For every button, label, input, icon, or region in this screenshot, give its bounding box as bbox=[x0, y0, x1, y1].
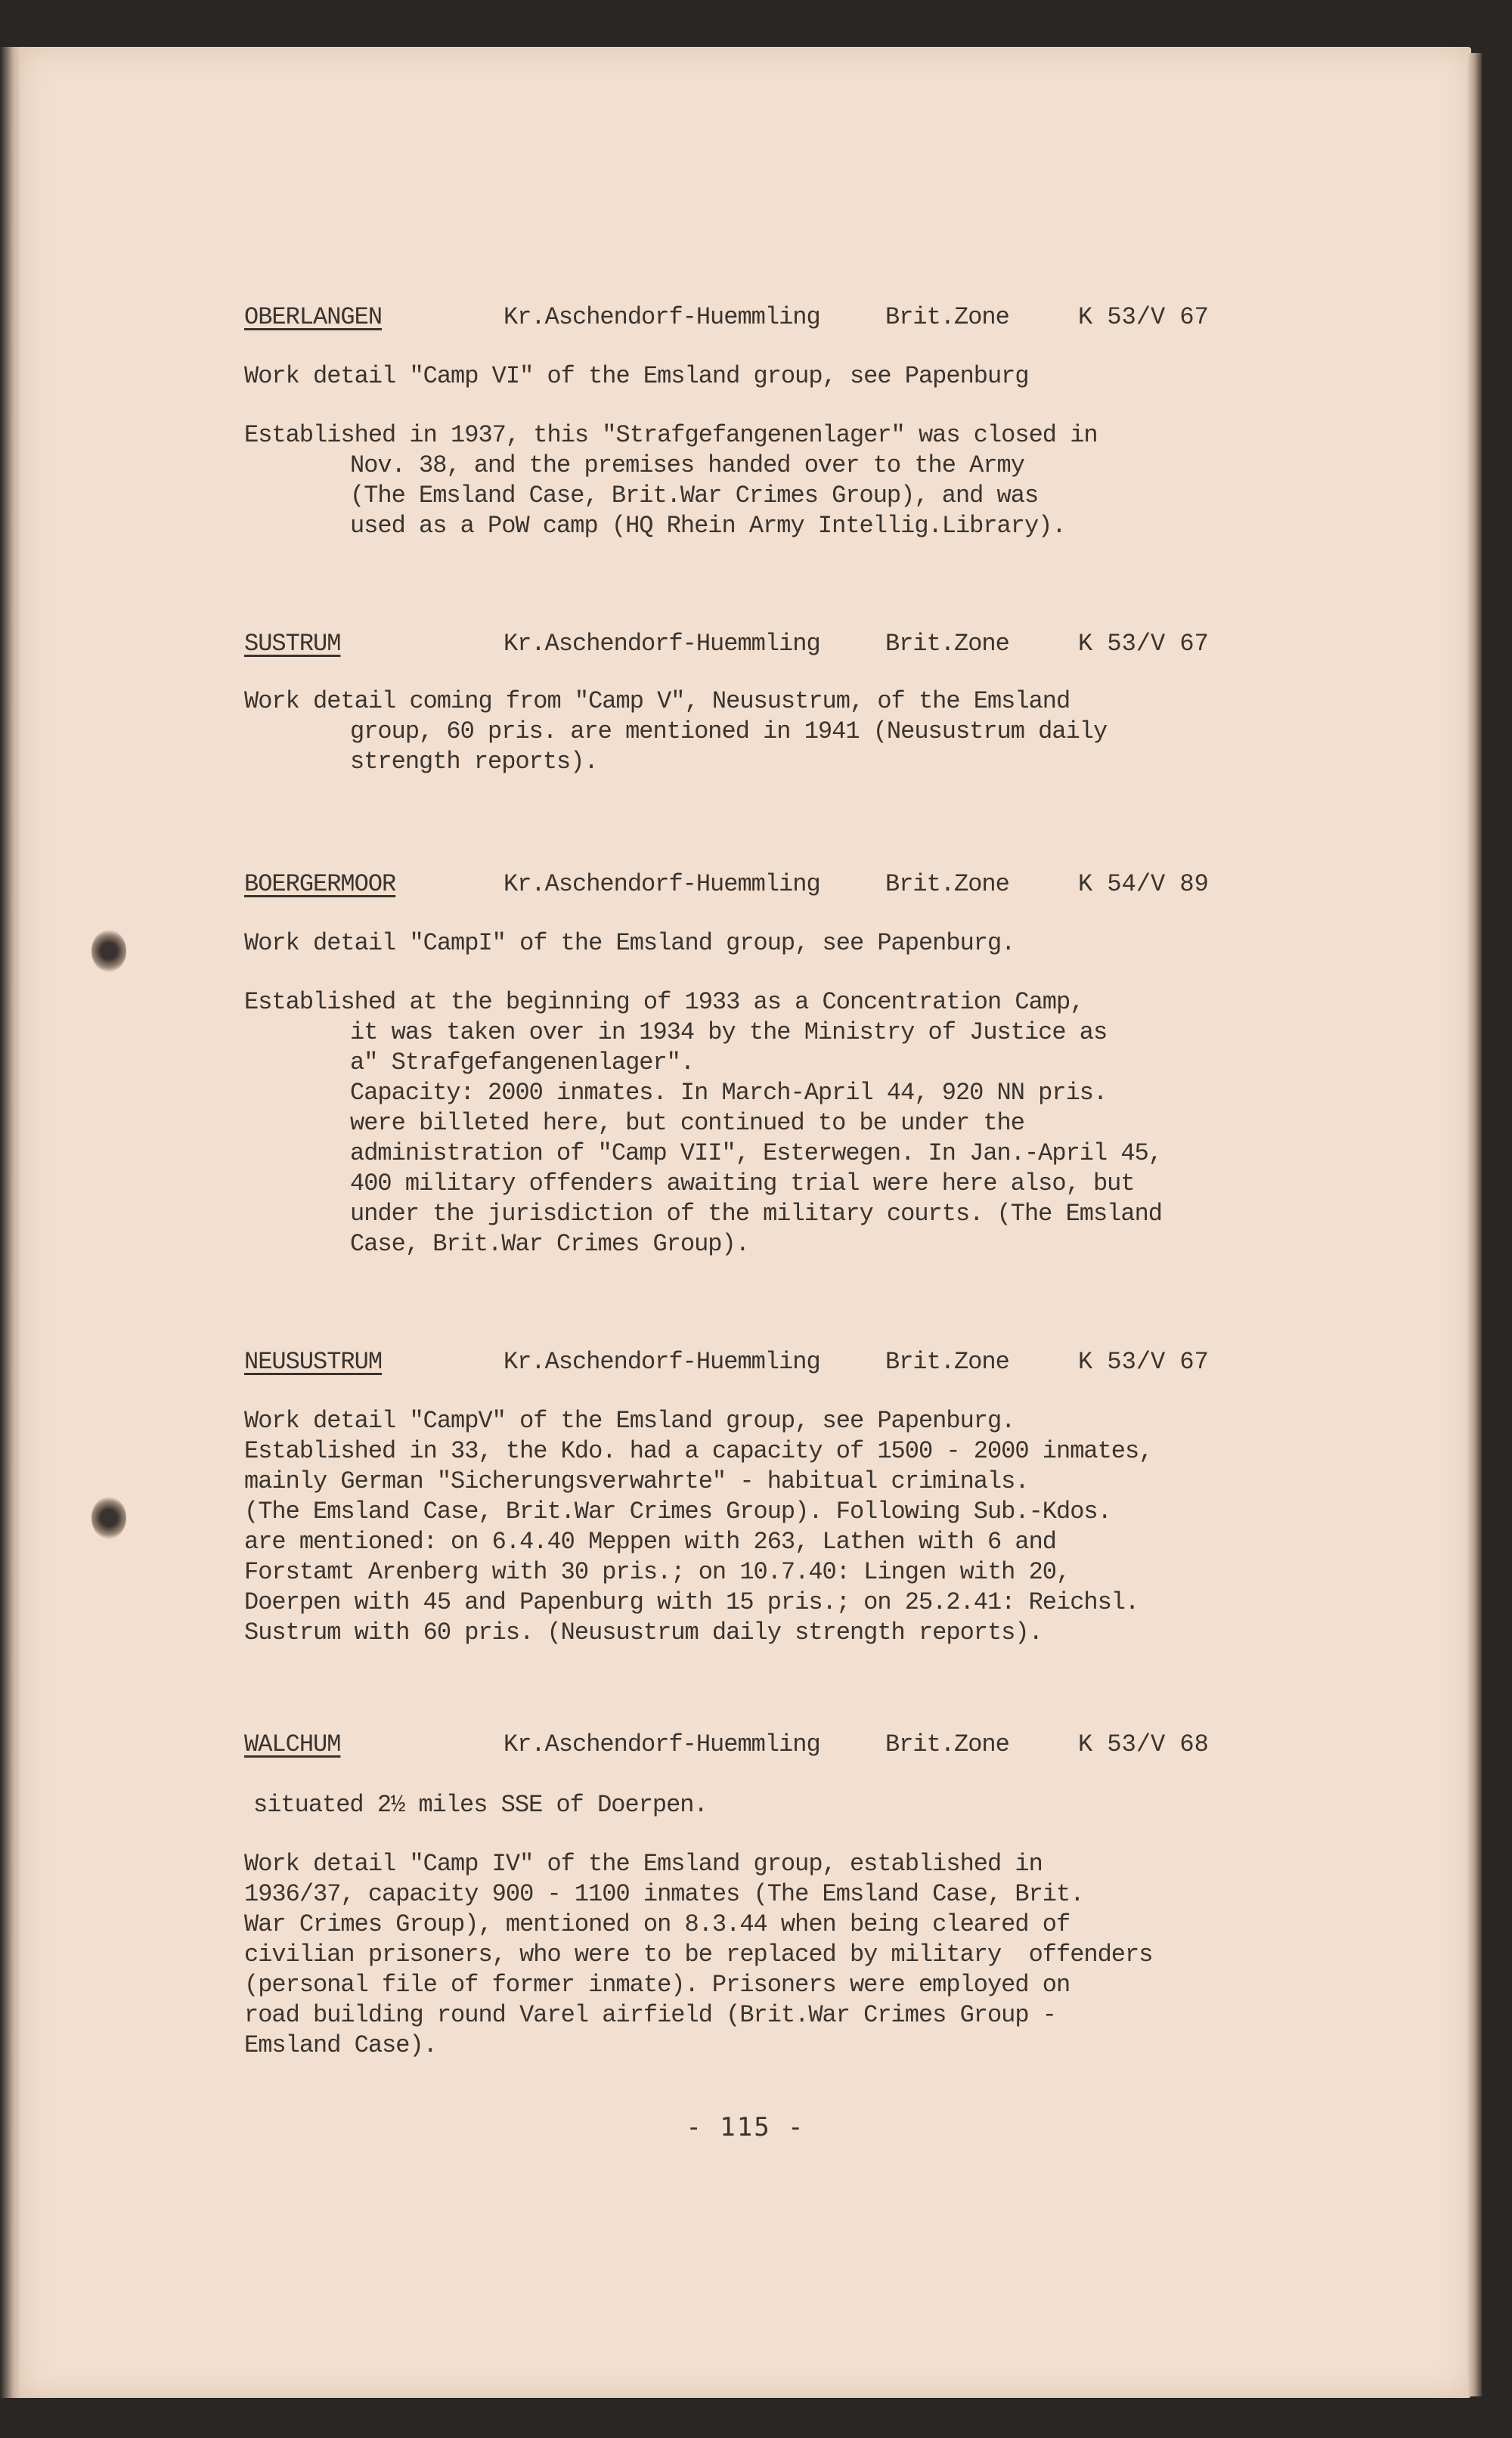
text-line: under the jurisdiction of the military courts. (The Emsland bbox=[350, 1200, 1162, 1228]
text-line: Nov. 38, and the premises handed over to the Army bbox=[350, 451, 1024, 479]
text-line: (personal file of former inmate). Prisoners were employed on bbox=[244, 1971, 1070, 1999]
text-line: situated 2½ miles SSE of Doerpen. bbox=[253, 1791, 708, 1819]
grid-reference: K 53/V 68 bbox=[1078, 1730, 1209, 1758]
text-line: group, 60 pris. are mentioned in 1941 (Neusustrum daily bbox=[350, 717, 1108, 745]
text-line: administration of "Camp VII", Esterwegen. In Jan.-April 45, bbox=[350, 1139, 1162, 1167]
text-line: Capacity: 2000 inmates. In March-April 44, 920 NN pris. bbox=[350, 1079, 1108, 1107]
text-line: Established in 33, the Kdo. had a capacity of 1500 - 2000 inmates, bbox=[244, 1437, 1153, 1465]
place-name: WALCHUM bbox=[244, 1730, 341, 1758]
text-line: Sustrum with 60 pris. (Neusustrum daily strength reports). bbox=[244, 1619, 1043, 1647]
text-line: Established at the beginning of 1933 as a Concentration Camp, bbox=[244, 988, 1084, 1016]
text-line: Forstamt Arenberg with 30 pris.; on 10.7.40: Lingen with 20, bbox=[244, 1558, 1070, 1586]
zone: Brit.Zone bbox=[885, 870, 1009, 898]
text-line: a" Strafgefangenenlager". bbox=[350, 1049, 695, 1076]
text-line: Case, Brit.War Crimes Group). bbox=[350, 1230, 749, 1258]
paragraph bbox=[244, 686, 1256, 777]
grid-reference: K 54/V 89 bbox=[1078, 870, 1209, 898]
entry-sustrum bbox=[228, 629, 1256, 777]
text-line: (The Emsland Case, Brit.War Crimes Group), and was bbox=[350, 482, 1039, 510]
entry-header bbox=[228, 629, 1256, 659]
page-number: - 115 - bbox=[686, 2112, 805, 2142]
text-line: Established in 1937, this "Strafgefangenenlager" was closed in bbox=[244, 421, 1098, 449]
zone: Brit.Zone bbox=[885, 1730, 1009, 1758]
zone: Brit.Zone bbox=[885, 303, 1009, 331]
paragraph bbox=[244, 361, 1256, 392]
place-name: BOERGERMOOR bbox=[244, 870, 396, 898]
paragraph bbox=[244, 987, 1256, 1259]
district: Kr.Aschendorf-Huemmling bbox=[503, 1348, 820, 1376]
place-name: NEUSUSTRUM bbox=[244, 1348, 383, 1376]
entry-header bbox=[228, 869, 1256, 900]
zone: Brit.Zone bbox=[885, 630, 1009, 658]
text-line: (The Emsland Case, Brit.War Crimes Group). Following Sub.-Kdos. bbox=[244, 1498, 1111, 1526]
entry-header bbox=[228, 302, 1256, 333]
entry-header bbox=[228, 1730, 1256, 1760]
grid-reference: K 53/V 67 bbox=[1078, 630, 1209, 658]
text-line: are mentioned: on 6.4.40 Meppen with 263, Lathen with 6 and bbox=[244, 1528, 1056, 1556]
paragraph bbox=[244, 1406, 1256, 1648]
entry-neusustrum bbox=[228, 1347, 1256, 1648]
text-line: 1936/37, capacity 900 - 1100 inmates (The Emsland Case, Brit. bbox=[244, 1880, 1084, 1908]
text-line: Work detail "Camp VI" of the Emsland group, see Papenburg bbox=[244, 362, 1029, 390]
paragraph bbox=[244, 1849, 1256, 2061]
text-line: War Crimes Group), mentioned on 8.3.44 when being cleared of bbox=[244, 1910, 1070, 1938]
entry-boergermoor bbox=[228, 869, 1256, 1259]
district: Kr.Aschendorf-Huemmling bbox=[503, 870, 820, 898]
text-line: Work detail "CampI" of the Emsland group, see Papenburg. bbox=[244, 929, 1015, 957]
place-name: SUSTRUM bbox=[244, 630, 341, 658]
text-line: were billeted here, but continued to be under the bbox=[350, 1109, 1024, 1137]
text-line: 400 military offenders awaiting trial were here also, but bbox=[350, 1169, 1135, 1197]
text-line: Emsland Case). bbox=[244, 2031, 437, 2059]
place-name: OBERLANGEN bbox=[244, 303, 383, 331]
text-line: civilian prisoners, who were to be replaced by military offenders bbox=[244, 1941, 1153, 1969]
zone: Brit.Zone bbox=[885, 1348, 1009, 1376]
page-content bbox=[20, 47, 1471, 2398]
page-edge bbox=[1467, 53, 1482, 2396]
paragraph bbox=[253, 1790, 1256, 1820]
district: Kr.Aschendorf-Huemmling bbox=[503, 1730, 820, 1758]
grid-reference: K 53/V 67 bbox=[1078, 303, 1209, 331]
text-line: Doerpen with 45 and Papenburg with 15 pris.; on 25.2.41: Reichsl. bbox=[244, 1588, 1139, 1616]
entry-walchum bbox=[228, 1730, 1256, 2061]
text-line: it was taken over in 1934 by the Ministry of Justice as bbox=[350, 1018, 1108, 1046]
text-line: Work detail "Camp IV" of the Emsland group, established in bbox=[244, 1850, 1043, 1878]
paragraph bbox=[244, 420, 1256, 541]
paragraph bbox=[244, 928, 1256, 959]
text-line: road building round Varel airfield (Brit.War Crimes Group - bbox=[244, 2001, 1056, 2029]
document-page bbox=[20, 47, 1471, 2398]
text-line: used as a PoW camp (HQ Rhein Army Intellig.Library). bbox=[350, 512, 1066, 540]
district: Kr.Aschendorf-Huemmling bbox=[503, 630, 820, 658]
entry-oberlangen bbox=[228, 302, 1256, 541]
text-line: strength reports). bbox=[350, 748, 598, 776]
district: Kr.Aschendorf-Huemmling bbox=[503, 303, 820, 331]
grid-reference: K 53/V 67 bbox=[1078, 1348, 1209, 1376]
text-line: Work detail "CampV" of the Emsland group, see Papenburg. bbox=[244, 1407, 1015, 1435]
text-line: Work detail coming from "Camp V", Neusustrum, of the Emsland bbox=[244, 687, 1070, 715]
entry-header bbox=[228, 1347, 1256, 1377]
text-line: mainly German "Sicherungsverwahrte" - habitual criminals. bbox=[244, 1467, 1029, 1495]
